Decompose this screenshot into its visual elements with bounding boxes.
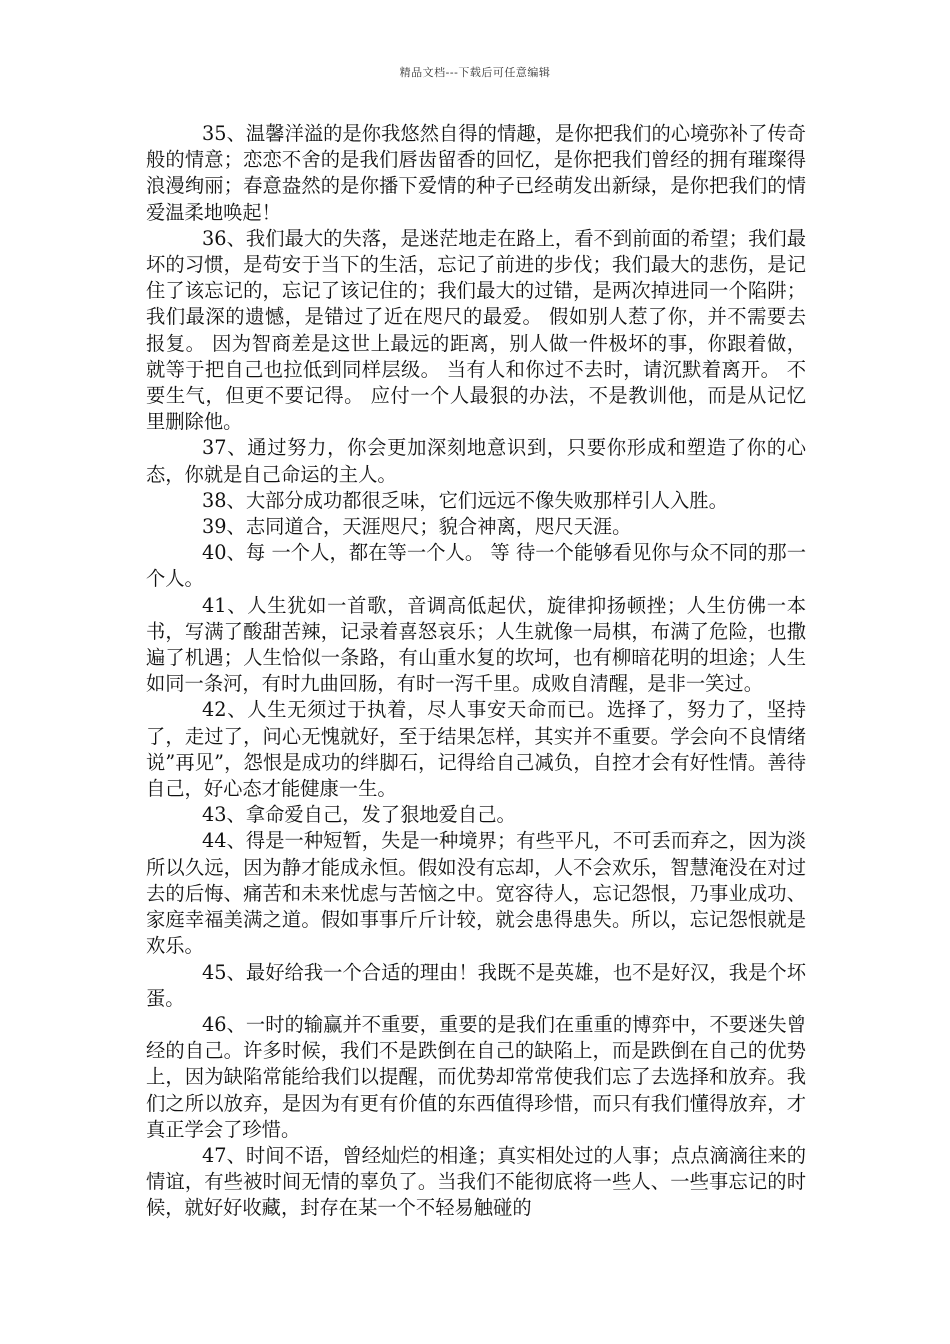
paragraph: 46、一时的输赢并不重要，重要的是我们在重重的博弈中，不要迷失曾经的自己。许多时候，我们不是跌倒在自己的缺陷上，而是跌倒在自己的优势上，因为缺陷常能给我们以提醒，而优势却常常使我们忘了去选择和放弃。我们之所以放弃，是因为有更有价值的东西值得珍惜，而只有我们懂得放弃，才真正学会了珍惜。 xyxy=(146,1012,806,1141)
paragraph: 40、每 一个人，都在等一个人。 等 待一个能够看见你与众不同的那一个人。 xyxy=(146,541,806,591)
document-body xyxy=(146,121,806,1222)
page-header: 精品文档---下载后可任意编辑 xyxy=(399,66,551,79)
paragraph: 44、得是一种短暂，失是一种境界；有些平凡，不可丢而弃之，因为淡所以久远，因为静才能成永恒。假如没有忘却，人不会欢乐，智慧淹没在对过去的后悔、痛苦和未来忧虑与苦恼之中。宽容待人，忘记怨恨，乃事业成功、家庭幸福美满之道。假如事事斤斤计较，就会患得患失。所以，忘记怨恨就是欢乐。 xyxy=(146,829,806,958)
paragraph: 39、志同道合，天涯咫尺；貌合神离，咫尺天涯。 xyxy=(202,515,632,539)
paragraph: 38、大部分成功都很乏味，它们远远不像失败那样引人入胜。 xyxy=(202,488,728,512)
paragraph: 45、最好给我一个合适的理由！我既不是英雄，也不是好汉，我是个坏蛋。 xyxy=(146,960,806,1010)
paragraph: 36、我们最大的失落，是迷茫地走在路上，看不到前面的希望；我们最坏的习惯，是苟安于当下的生活，忘记了前进的步伐；我们最大的悲伤，是记住了该忘记的，忘记了该记住的；我们最大的过错，是两次掉进同一个陷阱；我们最深的遗憾，是错过了近在咫尺的最爱。 假如别人惹了你，并不需要去报复。 因为智商差是这世上最远的距离，别人做一件极坏的事，你跟着做，就等于把自己也拉低到同样层级。 当有人和你过不去时，请沉默着离开。 不要生气，但更不要记得。 应付一个人最狠的办法，不是教训他，而是从记忆里删除他。 xyxy=(146,226,806,434)
paragraph: 35、温馨洋溢的是你我悠然自得的情趣，是你把我们的心境弥补了传奇般的情意；恋恋不舍的是我们唇齿留香的回忆，是你把我们曾经的拥有璀璨得浪漫绚丽；春意盎然的是你播下爱情的种子已经萌发出新绿，是你把我们的情爱温柔地唤起！ xyxy=(146,122,806,224)
paragraph: 47、时间不语，曾经灿烂的相逢；真实相处过的人事；点点滴滴往来的情谊，有些被时间无情的辜负了。当我们不能彻底将一些人、一些事忘记的时候，就好好收藏，封存在某一个不轻易触碰的 xyxy=(146,1143,806,1220)
paragraph: 41、人生犹如一首歌，音调高低起伏，旋律抑扬顿挫；人生仿佛一本书，写满了酸甜苦辣，记录着喜怒哀乐；人生就像一局棋，布满了危险，也撒遍了机遇；人生恰似一条路，有山重水复的坎坷，也有柳暗花明的坦途；人生如同一条河，有时九曲回肠，有时一泻千里。成败自清醒，是非一笑过。 xyxy=(146,593,806,696)
paragraph: 37、通过努力，你会更加深刻地意识到，只要你形成和塑造了你的心态，你就是自己命运的主人。 xyxy=(146,436,806,486)
paragraph: 42、人生无须过于执着，尽人事安天命而已。选择了，努力了，坚持了，走过了，问心无愧就好，至于结果怎样，其实并不重要。学会向不良情绪说”再见”，怨恨是成功的绊脚石，记得给自己减负，自控才会有好性情。善待自己，好心态才能健康一生。 xyxy=(146,698,806,801)
paragraph: 43、拿命爱自己，发了狠地爱自己。 xyxy=(202,803,516,827)
